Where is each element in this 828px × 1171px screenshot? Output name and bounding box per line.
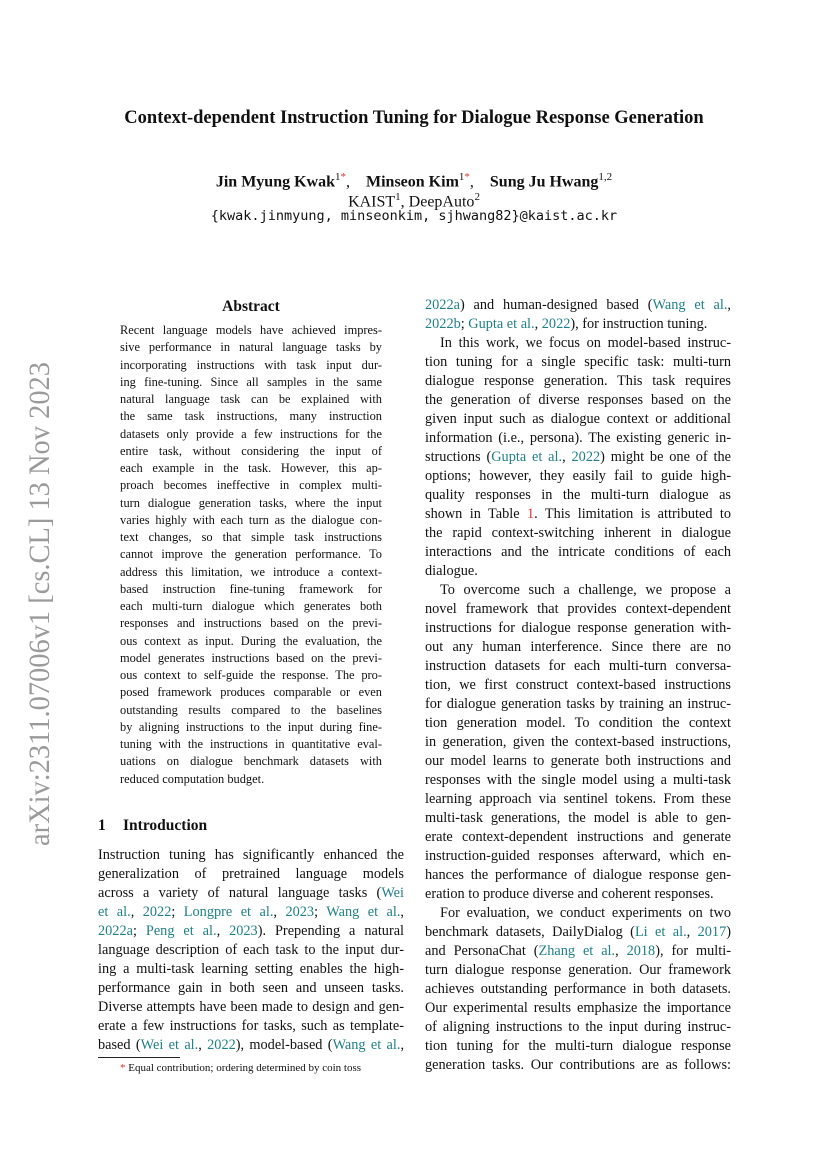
abstract-line: address this limitation, we introduce a context- xyxy=(120,564,382,579)
text-span: , xyxy=(534,316,542,332)
text-line xyxy=(425,714,731,733)
text-line xyxy=(425,885,731,904)
text-span: , xyxy=(400,1037,405,1053)
right-column-text xyxy=(425,296,731,1075)
text-line xyxy=(425,581,731,600)
citation-link: Wei et al. xyxy=(140,1037,199,1053)
text-span: interactions and the intricate conditions of each xyxy=(425,544,731,560)
text-span: turn dialogue response generation. Our framework xyxy=(425,962,731,978)
paper-title: Context-dependent Instruction Tuning for Dialogue Response Generation xyxy=(124,108,704,128)
text-line xyxy=(425,1037,731,1056)
text-span: ; xyxy=(132,923,146,939)
text-span: erate a few instructions for tasks, such as template- xyxy=(98,1018,404,1034)
equal-contribution-mark: * xyxy=(464,171,470,183)
text-span: . This limitation is attributed to xyxy=(534,506,731,522)
citation-link: 2017 xyxy=(697,924,727,940)
citation-link: Longpre et al. xyxy=(183,904,274,920)
abstract-line: datasets only provide a few instructions for the xyxy=(120,426,382,441)
text-span: our model learns to generate both instructions and xyxy=(425,753,731,769)
affiliation-kaist: KAIST xyxy=(348,193,396,211)
text-line xyxy=(98,846,404,865)
citation-link: 2018 xyxy=(626,943,656,959)
text-line xyxy=(425,847,731,866)
text-span: ) and human-designed based ( xyxy=(459,297,653,313)
text-span: the rapid context-switching inherent in dialogue xyxy=(425,525,731,541)
abstract-line: proach becomes ineffective in complex multi- xyxy=(120,478,382,493)
left-column-text xyxy=(98,846,404,1055)
affiliation-deepauto-sup: 2 xyxy=(474,191,480,203)
text-line xyxy=(425,600,731,619)
text-span: shown in Table xyxy=(425,506,527,522)
text-span: benchmark datasets, DailyDialog ( xyxy=(425,924,635,940)
text-line xyxy=(425,315,731,334)
abstract-line: incorporating instructions with task input dur- xyxy=(120,357,382,372)
text-span: , xyxy=(198,1037,208,1053)
text-line xyxy=(425,752,731,771)
text-line xyxy=(425,353,731,372)
text-span: generation tasks. Our contributions are as follows: xyxy=(425,1057,731,1073)
text-span: tion tuning for a single specific task: multi-turn xyxy=(425,354,731,370)
text-line xyxy=(425,942,731,961)
abstract-line: ous context as input. During the evaluation, the xyxy=(120,633,382,648)
text-span: given input such as dialogue context or additional xyxy=(425,411,731,427)
text-line xyxy=(425,619,731,638)
citation-link: 2022b xyxy=(425,316,461,332)
table-reference: 1 xyxy=(527,506,535,522)
author-list: Jin Myung Kwak$^{1*}$, Minseon Kim$^{1*}$, Sung Ju Hwang$^{1,2}$ xyxy=(215,171,613,191)
text-span: in generation, given the context-based instructions, xyxy=(425,734,731,750)
text-line xyxy=(98,922,404,941)
abstract-heading: Abstract xyxy=(222,298,280,315)
abstract-line: Recent language models have achieved impres- xyxy=(120,323,382,337)
text-line xyxy=(425,334,731,353)
author-emails: {kwak.jinmyung, minseonkim, sjhwang82}@kaist.ac.kr xyxy=(210,208,618,224)
author-name: Minseon Kim xyxy=(366,173,459,191)
text-span: ), for multi- xyxy=(655,943,731,959)
text-span: To overcome such a challenge, we propose a xyxy=(440,582,731,598)
abstract-line: each multi-turn dialogue which generates both xyxy=(120,599,382,613)
citation-link: Wang et al. xyxy=(652,297,728,313)
text-span: eration to produce diverse and coherent responses. xyxy=(425,886,714,902)
text-span: and PersonaChat ( xyxy=(425,943,539,959)
text-line xyxy=(98,960,404,979)
text-span: ; xyxy=(460,316,469,332)
text-span: ing a multi-task learning setting enables the high- xyxy=(98,961,404,977)
abstract-line: by aligning instructions to the input during fine- xyxy=(120,719,382,734)
citation-link: 2022 xyxy=(571,449,601,465)
equal-contribution-mark: * xyxy=(340,171,346,183)
text-span: the generation of diverse responses based on the xyxy=(425,392,731,408)
text-line xyxy=(425,1056,731,1075)
text-span: instruction-guided responses afterward, which en- xyxy=(425,848,731,864)
text-span: dialogue. xyxy=(425,563,478,579)
text-span: multi-task generations, the model is able to gen- xyxy=(425,810,731,826)
citation-link: 2022a xyxy=(98,923,133,939)
section-number: 1 xyxy=(98,817,106,834)
citation-link: 2022a xyxy=(425,297,460,313)
citation-link: Wang et al. xyxy=(326,904,401,920)
text-span: ), for instruction tuning. xyxy=(570,316,708,332)
citation-link: Wang et al. xyxy=(332,1037,401,1053)
citation-link: 2022 xyxy=(541,316,571,332)
text-line xyxy=(425,429,731,448)
abstract-line: the same task instructions, many instruction xyxy=(120,409,382,424)
text-span: structions ( xyxy=(425,449,492,465)
abstract-body xyxy=(120,322,382,788)
arxiv-identifier: arXiv:2311.07006v1 [cs.CL] 13 Nov 2023 xyxy=(23,360,56,846)
abstract-line: posed framework produces comparable or even xyxy=(120,685,382,700)
text-line xyxy=(425,391,731,410)
text-line xyxy=(425,961,731,980)
arxiv-stamp xyxy=(6,360,66,850)
text-span: , xyxy=(727,297,731,313)
text-line xyxy=(425,467,731,486)
text-span: , xyxy=(562,449,572,465)
abstract-line: text changes, so that simple task instructions xyxy=(120,530,382,544)
text-line xyxy=(98,865,404,884)
text-span: Instruction tuning has significantly enhanced the xyxy=(98,847,404,863)
text-span: tion tuning for the multi-turn dialogue response xyxy=(425,1038,731,1054)
text-span: ) xyxy=(726,924,731,940)
text-line xyxy=(425,486,731,505)
text-span: instruction datasets for each multi-turn conversa- xyxy=(425,658,731,674)
citation-link: Zhang et al. xyxy=(538,943,616,959)
abstract-line: cannot improve the generation performance. To xyxy=(120,547,382,562)
text-span: , xyxy=(615,943,627,959)
citation-link: Peng et al. xyxy=(145,923,217,939)
text-line xyxy=(425,676,731,695)
footnote-rule xyxy=(98,1057,180,1058)
footnote xyxy=(120,1061,410,1075)
text-span: , xyxy=(686,924,698,940)
citation-link: 2023 xyxy=(229,923,258,939)
section-title: Introduction xyxy=(123,817,208,834)
affiliation-kaist-sup: 1 xyxy=(395,191,401,203)
citation-link: Li et al. xyxy=(634,924,687,940)
text-line xyxy=(425,904,731,923)
text-span: information (i.e., persona). The existing generic in- xyxy=(425,430,731,446)
text-line xyxy=(425,733,731,752)
abstract-line: natural language task can be explained with xyxy=(120,392,382,406)
text-line xyxy=(98,903,404,922)
affiliation-deepauto: DeepAuto xyxy=(408,193,475,211)
text-span: For evaluation, we conduct experiments on two xyxy=(440,905,731,921)
text-line xyxy=(98,1017,404,1036)
abstract-line: each example in the task. However, this ap- xyxy=(120,461,382,475)
text-span: Our experimental results emphasize the importance xyxy=(425,1000,731,1016)
text-span: , xyxy=(130,904,143,920)
text-span: out any human interference. Since there are no xyxy=(425,639,731,655)
text-line xyxy=(98,979,404,998)
citation-link: Wei xyxy=(381,885,404,901)
text-line xyxy=(425,980,731,999)
abstract-line: model generates instructions based on the previ- xyxy=(120,650,382,665)
text-span: responses with the single model using a multi-task xyxy=(425,772,731,788)
text-line xyxy=(425,790,731,809)
text-span: language description of each task to the input dur- xyxy=(98,942,404,958)
text-span: tion, we first construct context-based instructions xyxy=(425,677,731,693)
text-line xyxy=(425,866,731,885)
text-span: of aligning instructions to the input during instruc- xyxy=(425,1019,731,1035)
abstract-line: turn dialogue generation tasks, where the input xyxy=(120,495,382,510)
abstract-line: responses and instructions based on the previ- xyxy=(120,616,382,631)
citation-link: 2022 xyxy=(207,1037,236,1053)
text-span: novel framework that provides context-dependent xyxy=(425,601,731,617)
text-line xyxy=(425,999,731,1018)
text-span: , xyxy=(400,904,404,920)
text-line xyxy=(425,448,731,467)
abstract-line: based instruction fine-tuning framework for xyxy=(120,581,382,596)
text-span: based ( xyxy=(98,1037,141,1053)
abstract-line: varies highly with each turn as the dialogue con- xyxy=(120,512,382,527)
author-name: Jin Myung Kwak xyxy=(215,173,335,191)
text-span: ) might be one of the xyxy=(600,449,731,465)
text-span: performance gain in both seen and unseen tasks. xyxy=(98,980,404,996)
text-span: tion generation model. To condition the context xyxy=(425,715,731,731)
abstract-line: tuning with the instructions in quantitative eval- xyxy=(120,737,382,751)
text-span: erate context-dependent instructions and generate xyxy=(425,829,731,845)
author-affiliation-sup: 1 xyxy=(335,171,341,183)
text-span: , xyxy=(273,904,286,920)
text-line xyxy=(425,809,731,828)
text-span: learning approach via sentinel tokens. From these xyxy=(425,791,731,807)
footnote-text: Equal contribution; ordering determined by coin toss xyxy=(125,1062,362,1074)
text-span: instructions for dialogue response generation with- xyxy=(425,620,731,636)
text-line xyxy=(425,923,731,942)
text-span: for dialogue generation tasks by training an instruc- xyxy=(425,696,731,712)
abstract-line: reduced computation budget. xyxy=(120,771,265,786)
text-line xyxy=(425,543,731,562)
text-line xyxy=(425,562,731,581)
text-span: ). Prepending a natural xyxy=(257,923,405,939)
text-line xyxy=(425,1018,731,1037)
text-span: ; xyxy=(314,904,327,920)
abstract-line: uations on dialogue benchmark datasets with xyxy=(120,754,382,769)
abstract-line: entire task, without considering the input of xyxy=(120,443,382,458)
text-span: across a variety of natural language tasks ( xyxy=(98,885,382,901)
arxiv-stamp-graphic xyxy=(6,360,66,850)
citation-link: 2022 xyxy=(142,904,172,920)
text-line xyxy=(425,695,731,714)
citation-link: Gupta et al. xyxy=(468,316,535,332)
text-line xyxy=(98,1036,404,1055)
text-line xyxy=(98,941,404,960)
text-span: dialogue response generation. This task requires xyxy=(425,373,731,389)
footnote-mark: * xyxy=(120,1062,126,1074)
text-line xyxy=(98,884,404,903)
text-span: hances the performance of dialogue response gen- xyxy=(425,867,731,883)
text-span: ), model-based ( xyxy=(235,1037,333,1053)
author-affiliation-sup: 1,2 xyxy=(598,171,613,183)
text-line xyxy=(98,998,404,1017)
text-span: , xyxy=(216,923,230,939)
author-affiliation-sup: 1 xyxy=(458,171,465,183)
citation-link: et al. xyxy=(98,904,131,920)
abstract-line: ing fine-tuning. Since all samples in the same xyxy=(120,374,382,389)
section-heading-introduction xyxy=(98,816,398,836)
affiliations: KAIST$^1$, DeepAuto$^2$ xyxy=(348,191,480,211)
text-span: generalization of pretrained language models xyxy=(98,866,404,882)
text-line xyxy=(425,771,731,790)
text-line xyxy=(425,296,731,315)
text-span: In this work, we focus on model-based instruc- xyxy=(440,335,731,351)
text-line xyxy=(425,410,731,429)
text-span: ; xyxy=(171,904,184,920)
text-line xyxy=(425,505,731,524)
citation-link: Gupta et al. xyxy=(491,449,563,465)
citation-link: 2023 xyxy=(285,904,315,920)
text-span: quality responses in the multi-turn dialogue as xyxy=(425,487,731,503)
abstract-line: sive performance in natural language tasks by xyxy=(120,340,382,355)
text-span: options; however, they easily fail to guide high- xyxy=(425,468,731,484)
abstract-line: outstanding results compared to the baselines xyxy=(120,702,382,717)
author-name: Sung Ju Hwang xyxy=(489,173,599,191)
text-span: Diverse attempts have been made to design and gen- xyxy=(98,999,404,1015)
text-line xyxy=(425,372,731,391)
abstract-line: ous context to self-guide the response. The pro- xyxy=(120,668,382,682)
text-line xyxy=(425,638,731,657)
text-line xyxy=(425,657,731,676)
text-line xyxy=(425,524,731,543)
text-span: achieves outstanding performance in both datasets. xyxy=(425,981,731,997)
text-line xyxy=(425,828,731,847)
